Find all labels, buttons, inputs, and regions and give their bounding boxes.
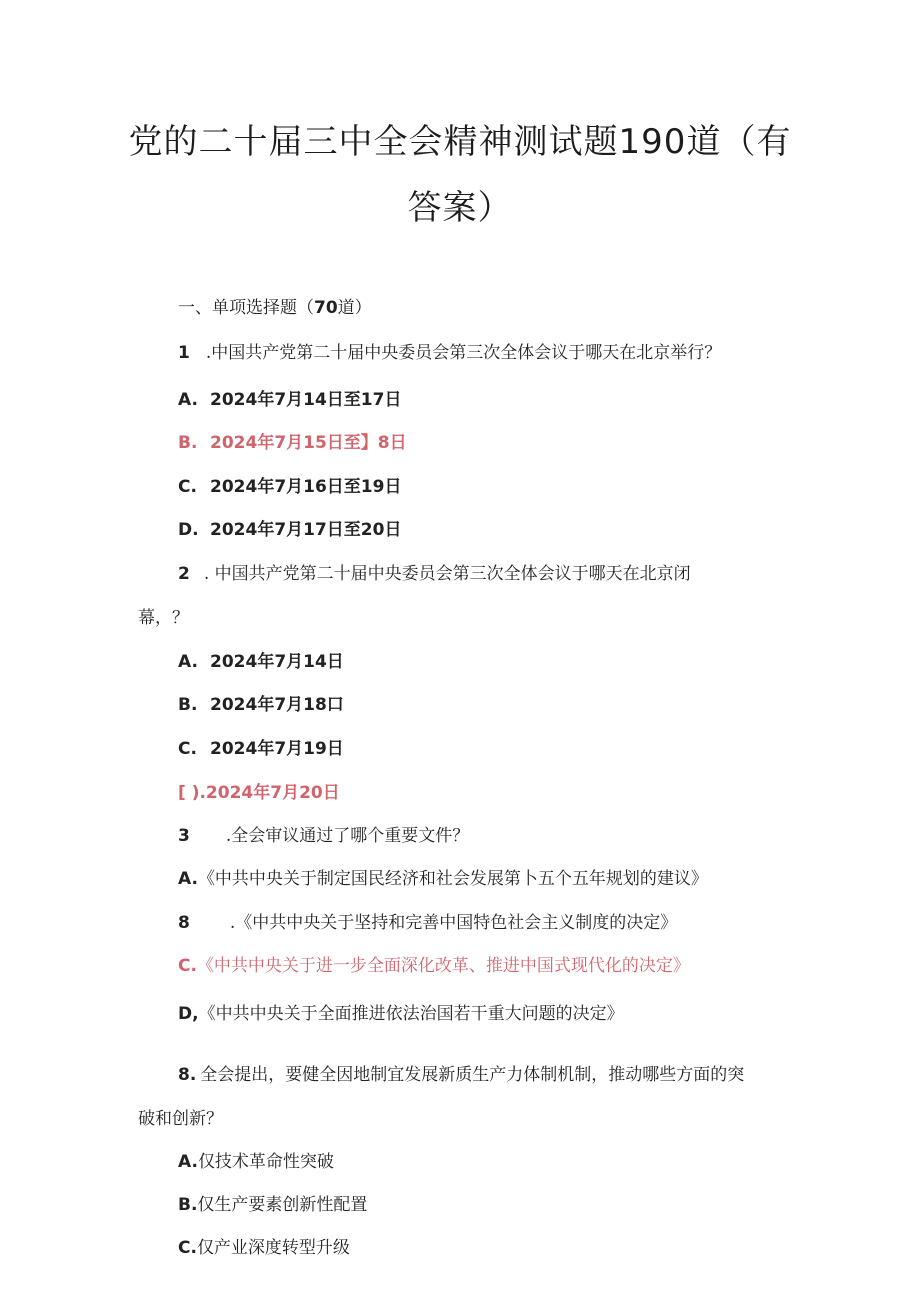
option-label: C. bbox=[178, 739, 197, 759]
q2-option-a bbox=[178, 651, 344, 673]
q1-option-c bbox=[178, 476, 401, 498]
option-label: C. bbox=[178, 1238, 197, 1258]
question-text: . 中国共产党第二十届中央委员会第三次全体会议于哪天在北京闭 bbox=[203, 564, 691, 584]
document-title-line-1: 党的二十届三中全会精神测试题190道（有 bbox=[128, 122, 792, 162]
section-label: 一、单项选择题（ bbox=[178, 298, 314, 318]
option-text: 仅生产要素创新性配置 bbox=[197, 1195, 368, 1215]
option-text: 2024年7月14日 bbox=[210, 652, 344, 672]
q8-option-b bbox=[178, 1194, 367, 1216]
option-text: 仅技术革命性突破 bbox=[197, 1152, 334, 1172]
q3-option-b bbox=[178, 912, 677, 934]
question-8-continued: 破和创新？ bbox=[138, 1109, 223, 1129]
question-8 bbox=[178, 1064, 744, 1086]
question-text: .中国共产党第二十届中央委员会第三次全体会议于哪天在北京举行？ bbox=[205, 343, 722, 363]
option-label: B. bbox=[178, 695, 198, 715]
q1-option-a bbox=[178, 389, 401, 411]
question-number: 2 bbox=[178, 564, 190, 584]
option-label: A. bbox=[178, 390, 198, 410]
question-2 bbox=[178, 563, 691, 585]
option-label: A. bbox=[178, 1152, 198, 1172]
q3-option-a bbox=[178, 868, 708, 890]
question-number: 3 bbox=[178, 826, 190, 846]
option-text: 2024年7月19日 bbox=[210, 739, 344, 759]
option-text: 《中共中央关于进一步全面深化改革、推进中国式现代化的决定》 bbox=[196, 956, 690, 976]
question-number: 8. bbox=[178, 1065, 197, 1085]
option-text: 《中共中央关于全面推进依法治国若干重大问题的决定》 bbox=[198, 1004, 624, 1024]
q2-option-d-answer bbox=[178, 782, 340, 804]
option-label: B. bbox=[178, 433, 198, 453]
section-count: 70 bbox=[314, 298, 338, 318]
q2-option-c bbox=[178, 738, 344, 760]
option-label: 8 bbox=[178, 913, 190, 933]
question-1 bbox=[178, 342, 721, 364]
q2-option-b bbox=[178, 694, 344, 716]
section-suffix: 道） bbox=[337, 298, 372, 318]
q8-option-c bbox=[178, 1237, 350, 1259]
q1-option-d bbox=[178, 519, 401, 541]
option-label: C. bbox=[178, 956, 197, 976]
option-text: 2024年7月16日至19日 bbox=[210, 477, 402, 497]
question-number: 1 bbox=[178, 343, 190, 363]
question-3 bbox=[178, 825, 469, 847]
option-text: 2024年7月15日至】8日 bbox=[210, 433, 407, 453]
option-label: A. bbox=[178, 652, 198, 672]
q1-option-b-answer bbox=[178, 432, 407, 454]
option-label: B. bbox=[178, 1195, 198, 1215]
option-text: 《中共中央关于制定国民经济和社会发展第卜五个五年规划的建议》 bbox=[197, 869, 708, 889]
option-text: 2024年7月14日至17日 bbox=[210, 390, 402, 410]
option-label: C. bbox=[178, 477, 197, 497]
question-text: .全会审议通过了哪个重要文件？ bbox=[225, 826, 470, 846]
q3-option-d bbox=[178, 1003, 624, 1025]
option-label: A. bbox=[178, 869, 198, 889]
option-text: 仅产业深度转型升级 bbox=[196, 1238, 350, 1258]
option-label: D, bbox=[178, 1004, 199, 1024]
question-text: 全会提出，要健全因地制宜发展新质生产力体制机制，推动哪些方面的突 bbox=[200, 1065, 745, 1085]
option-label: D. bbox=[178, 520, 199, 540]
section-heading bbox=[178, 297, 372, 319]
q3-option-c-answer bbox=[178, 955, 690, 977]
option-label: [ ). bbox=[178, 783, 206, 803]
option-text: 2024年7月18口 bbox=[210, 695, 344, 715]
option-text: .《中共中央关于坚持和完善中国特色社会主义制度的决定》 bbox=[229, 913, 678, 933]
question-2-continued: 幕，？ bbox=[138, 608, 189, 628]
q8-option-a bbox=[178, 1151, 334, 1173]
document-title-line-2: 答案） bbox=[407, 188, 513, 228]
option-text: 2024年7月20日 bbox=[205, 783, 340, 803]
option-text: 2024年7月17日至20日 bbox=[210, 520, 402, 540]
